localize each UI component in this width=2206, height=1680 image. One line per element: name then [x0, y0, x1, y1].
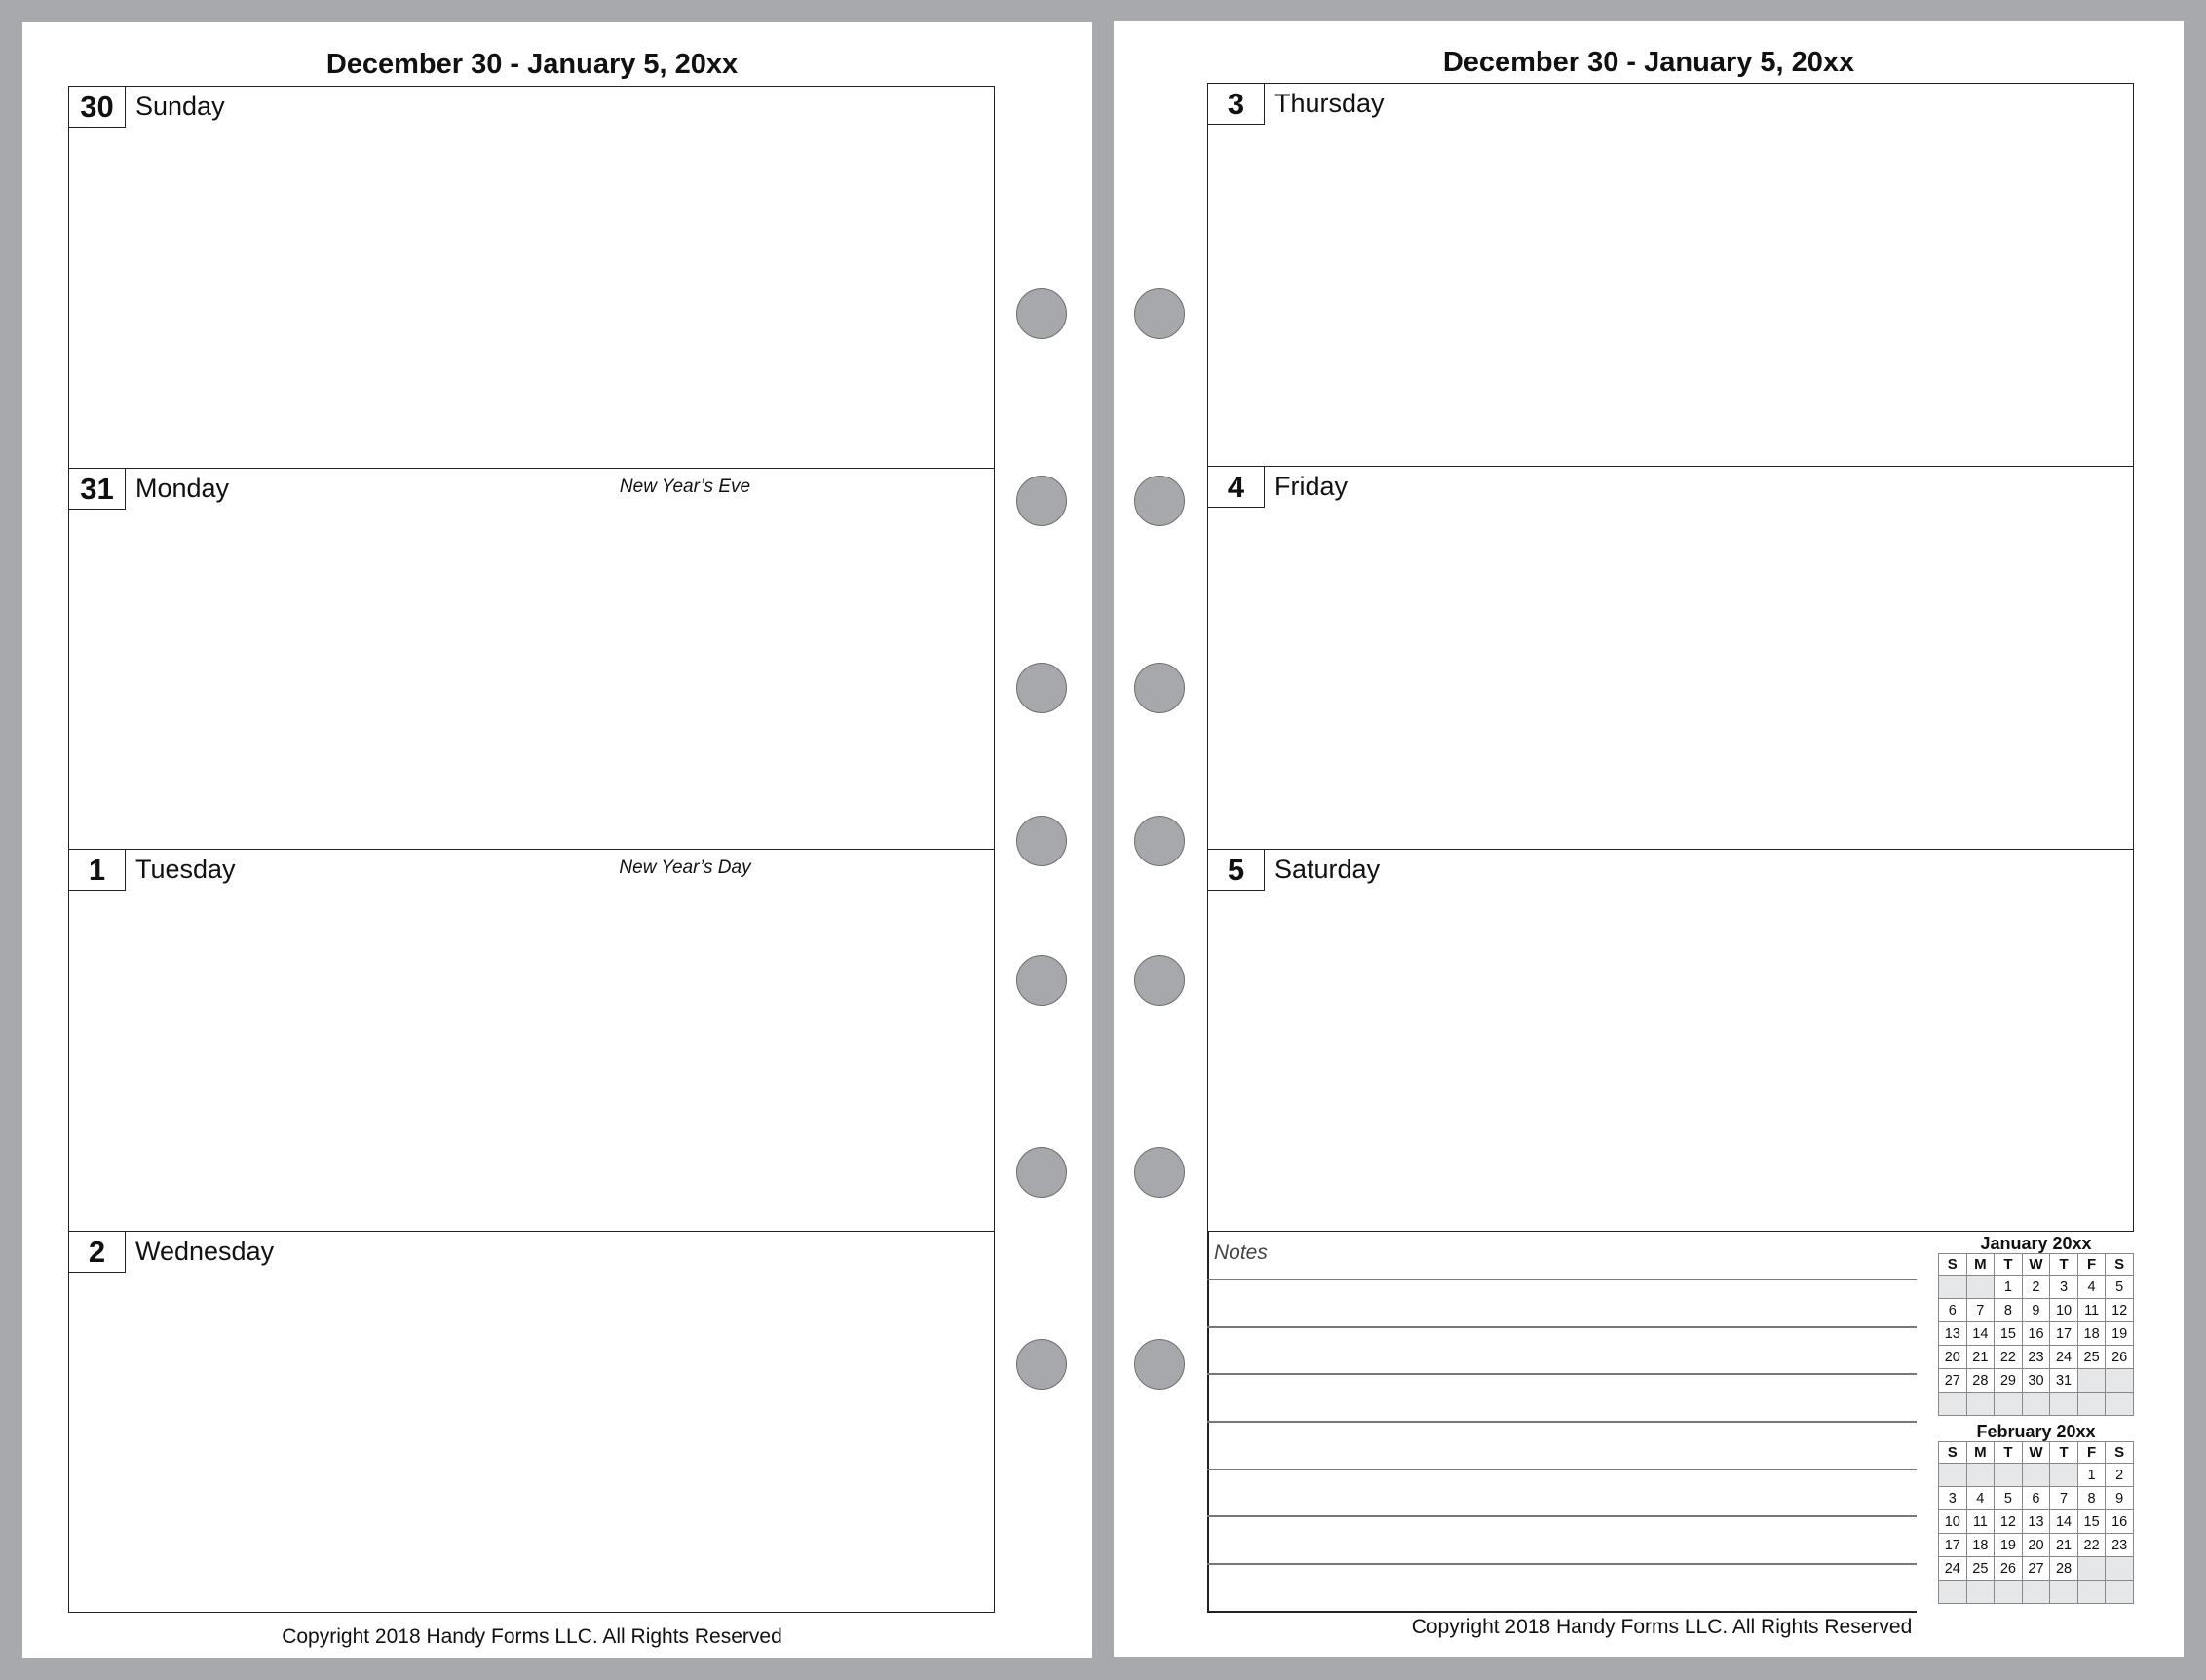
mini-calendar-day: [1966, 1276, 1995, 1299]
mini-calendar-day: [2106, 1581, 2134, 1604]
mini-calendar-day: 25: [2077, 1346, 2106, 1369]
mini-calendar-day: [1995, 1581, 2023, 1604]
binder-hole-icon: [1016, 663, 1067, 713]
weekday-header: F: [2077, 1254, 2106, 1276]
mini-calendar-day: 16: [2022, 1322, 2050, 1346]
holiday-label: New Year’s Eve: [619, 477, 751, 497]
day-number: 1: [69, 850, 126, 891]
mini-calendar-day: 24: [1939, 1557, 1967, 1581]
copyright-text: Copyright 2018 Handy Forms LLC. All Rights Reserved: [1411, 1616, 1913, 1638]
day-name: Monday: [135, 474, 230, 503]
mini-calendar-day: [1995, 1464, 2023, 1487]
binder-hole-icon: [1016, 288, 1067, 339]
mini-calendar-day: [2077, 1369, 2106, 1393]
mini-calendar-day: 7: [2050, 1487, 2078, 1510]
mini-calendar-day: [2050, 1464, 2078, 1487]
weekday-header: T: [1995, 1254, 2023, 1276]
day-box-wednesday[interactable]: [68, 1231, 995, 1613]
mini-calendar-day: 6: [1939, 1299, 1967, 1322]
weekday-header: S: [1939, 1254, 1967, 1276]
mini-calendar-day: [2077, 1581, 2106, 1604]
day-number: 5: [1208, 850, 1265, 891]
holiday-label: New Year’s Day: [619, 858, 751, 878]
mini-calendar-day: 20: [2022, 1534, 2050, 1557]
mini-calendar-day: [2022, 1464, 2050, 1487]
page-title: December 30 - January 5, 20xx: [325, 49, 739, 80]
note-line[interactable]: [1207, 1469, 1917, 1470]
mini-calendar-day: 11: [1966, 1510, 1995, 1534]
weekday-header: T: [2050, 1442, 2078, 1464]
binder-hole-icon: [1016, 1147, 1067, 1198]
day-name: Friday: [1274, 472, 1349, 501]
mini-calendar-day: 26: [2106, 1346, 2134, 1369]
mini-calendar-day: 3: [2050, 1276, 2078, 1299]
mini-calendar-day: 3: [1939, 1487, 1967, 1510]
binder-hole-icon: [1134, 288, 1185, 339]
mini-calendar-title: February 20xx: [1976, 1422, 2096, 1441]
mini-calendar-day: 19: [1995, 1534, 2023, 1557]
mini-calendar-day: [2050, 1393, 2078, 1416]
mini-calendar-day: 14: [1966, 1322, 1995, 1346]
day-box-friday[interactable]: [1207, 466, 2134, 849]
mini-calendar-day: [1966, 1464, 1995, 1487]
mini-calendar-day: 19: [2106, 1322, 2134, 1346]
mini-calendar-day: [2106, 1393, 2134, 1416]
mini-calendar-day: 29: [1995, 1369, 2023, 1393]
weekday-header: S: [2106, 1254, 2134, 1276]
mini-calendar-day: 20: [1939, 1346, 1967, 1369]
binder-hole-icon: [1134, 476, 1185, 526]
mini-calendar-day: 21: [2050, 1534, 2078, 1557]
mini-calendar-day: 31: [2050, 1369, 2078, 1393]
day-number: 2: [69, 1232, 126, 1273]
note-line[interactable]: [1207, 1611, 1917, 1613]
mini-calendar-day: 9: [2022, 1299, 2050, 1322]
day-number: 31: [69, 469, 126, 510]
mini-calendar-day: 6: [2022, 1487, 2050, 1510]
mini-calendar-day: 10: [2050, 1299, 2078, 1322]
mini-calendar-day: 2: [2106, 1464, 2134, 1487]
mini-calendar-day: 12: [1995, 1510, 2023, 1534]
day-name: Thursday: [1274, 89, 1385, 118]
mini-calendar-day: 7: [1966, 1299, 1995, 1322]
mini-calendar-grid: [1938, 1253, 2134, 1416]
weekday-header: S: [1939, 1442, 1967, 1464]
binder-hole-icon: [1016, 476, 1067, 526]
mini-calendar-day: 1: [2077, 1464, 2106, 1487]
binder-hole-icon: [1134, 1339, 1185, 1390]
mini-calendar-day: 12: [2106, 1299, 2134, 1322]
mini-calendar-day: [1939, 1464, 1967, 1487]
mini-calendar-day: 8: [1995, 1299, 2023, 1322]
day-number: 4: [1208, 467, 1265, 508]
day-number: 3: [1208, 84, 1265, 125]
weekday-header: T: [2050, 1254, 2078, 1276]
mini-calendar-day: [1995, 1393, 2023, 1416]
notes-label: Notes: [1214, 1241, 1268, 1264]
mini-calendar-day: 14: [2050, 1510, 2078, 1534]
weekday-header: M: [1966, 1254, 1995, 1276]
mini-calendar-day: 18: [2077, 1322, 2106, 1346]
mini-calendar-day: 10: [1939, 1510, 1967, 1534]
mini-calendar-day: [1939, 1393, 1967, 1416]
day-name: Wednesday: [135, 1237, 275, 1266]
mini-calendar-day: 28: [2050, 1557, 2078, 1581]
day-box-monday[interactable]: [68, 468, 995, 850]
weekday-header: M: [1966, 1442, 1995, 1464]
left-planner-page: [22, 22, 1092, 1658]
mini-calendar-day: 27: [1939, 1369, 1967, 1393]
mini-calendar-day: [2050, 1581, 2078, 1604]
mini-calendar-day: 13: [1939, 1322, 1967, 1346]
mini-calendar-day: 24: [2050, 1346, 2078, 1369]
binder-hole-icon: [1016, 955, 1067, 1006]
binder-hole-icon: [1134, 955, 1185, 1006]
weekday-header: W: [2022, 1442, 2050, 1464]
day-box-sunday[interactable]: [68, 86, 995, 468]
note-line[interactable]: [1207, 1373, 1917, 1375]
note-line[interactable]: [1207, 1326, 1917, 1328]
mini-calendar-day: 26: [1995, 1557, 2023, 1581]
mini-calendar-day: [2106, 1369, 2134, 1393]
mini-calendar-january: [1938, 1234, 2134, 1416]
mini-calendar-day: 28: [1966, 1369, 1995, 1393]
mini-calendar-day: 22: [1995, 1346, 2023, 1369]
mini-calendar-day: [1939, 1581, 1967, 1604]
note-line[interactable]: [1207, 1563, 1917, 1565]
mini-calendar-day: 5: [2106, 1276, 2134, 1299]
binder-hole-icon: [1134, 663, 1185, 713]
mini-calendar-day: 22: [2077, 1534, 2106, 1557]
mini-calendar-title: January 20xx: [1980, 1234, 2092, 1253]
note-line[interactable]: [1207, 1515, 1917, 1517]
mini-calendar-day: 5: [1995, 1487, 2023, 1510]
weekday-header: S: [2106, 1442, 2134, 1464]
mini-calendar-day: 4: [2077, 1276, 2106, 1299]
day-name: Tuesday: [135, 855, 236, 884]
mini-calendar-day: 9: [2106, 1487, 2134, 1510]
mini-calendar-day: 18: [1966, 1534, 1995, 1557]
mini-calendar-day: 23: [2022, 1346, 2050, 1369]
mini-calendar-day: 25: [1966, 1557, 1995, 1581]
mini-calendar-day: 16: [2106, 1510, 2134, 1534]
mini-calendar-day: 27: [2022, 1557, 2050, 1581]
mini-calendar-day: [2077, 1557, 2106, 1581]
mini-calendar-day: 11: [2077, 1299, 2106, 1322]
mini-calendar-february: [1938, 1422, 2134, 1604]
mini-calendar-day: [1966, 1393, 1995, 1416]
mini-calendar-day: 15: [2077, 1510, 2106, 1534]
note-line[interactable]: [1207, 1279, 1917, 1280]
weekday-header: T: [1995, 1442, 2023, 1464]
note-line[interactable]: [1207, 1421, 1917, 1423]
mini-calendar-day: [1939, 1276, 1967, 1299]
mini-calendar-day: 17: [1939, 1534, 1967, 1557]
mini-calendar-day: [2106, 1557, 2134, 1581]
mini-calendar-day: 23: [2106, 1534, 2134, 1557]
mini-calendar-day: 2: [2022, 1276, 2050, 1299]
mini-calendar-grid: [1938, 1441, 2134, 1604]
day-name: Saturday: [1274, 855, 1381, 884]
page-title: December 30 - January 5, 20xx: [1442, 47, 1855, 78]
day-name: Sunday: [135, 92, 225, 121]
right-planner-page: [1114, 21, 2184, 1657]
day-box-tuesday[interactable]: [68, 849, 995, 1231]
mini-calendar-day: 13: [2022, 1510, 2050, 1534]
binder-hole-icon: [1016, 816, 1067, 866]
mini-calendar-day: 17: [2050, 1322, 2078, 1346]
binder-hole-icon: [1134, 1147, 1185, 1198]
binder-hole-icon: [1134, 816, 1185, 866]
mini-calendar-day: [2022, 1581, 2050, 1604]
binder-hole-icon: [1016, 1339, 1067, 1390]
day-box-thursday[interactable]: [1207, 83, 2134, 466]
weekday-header: F: [2077, 1442, 2106, 1464]
mini-calendar-day: [2022, 1393, 2050, 1416]
mini-calendar-day: 8: [2077, 1487, 2106, 1510]
copyright-text: Copyright 2018 Handy Forms LLC. All Rights Reserved: [282, 1625, 782, 1648]
mini-calendar-day: [2077, 1393, 2106, 1416]
mini-calendar-day: 4: [1966, 1487, 1995, 1510]
day-box-saturday[interactable]: [1207, 849, 2134, 1232]
day-number: 30: [69, 87, 126, 128]
mini-calendar-day: 21: [1966, 1346, 1995, 1369]
mini-calendar-day: [1966, 1581, 1995, 1604]
mini-calendar-day: 1: [1995, 1276, 2023, 1299]
mini-calendar-day: 30: [2022, 1369, 2050, 1393]
mini-calendar-day: 15: [1995, 1322, 2023, 1346]
weekday-header: W: [2022, 1254, 2050, 1276]
